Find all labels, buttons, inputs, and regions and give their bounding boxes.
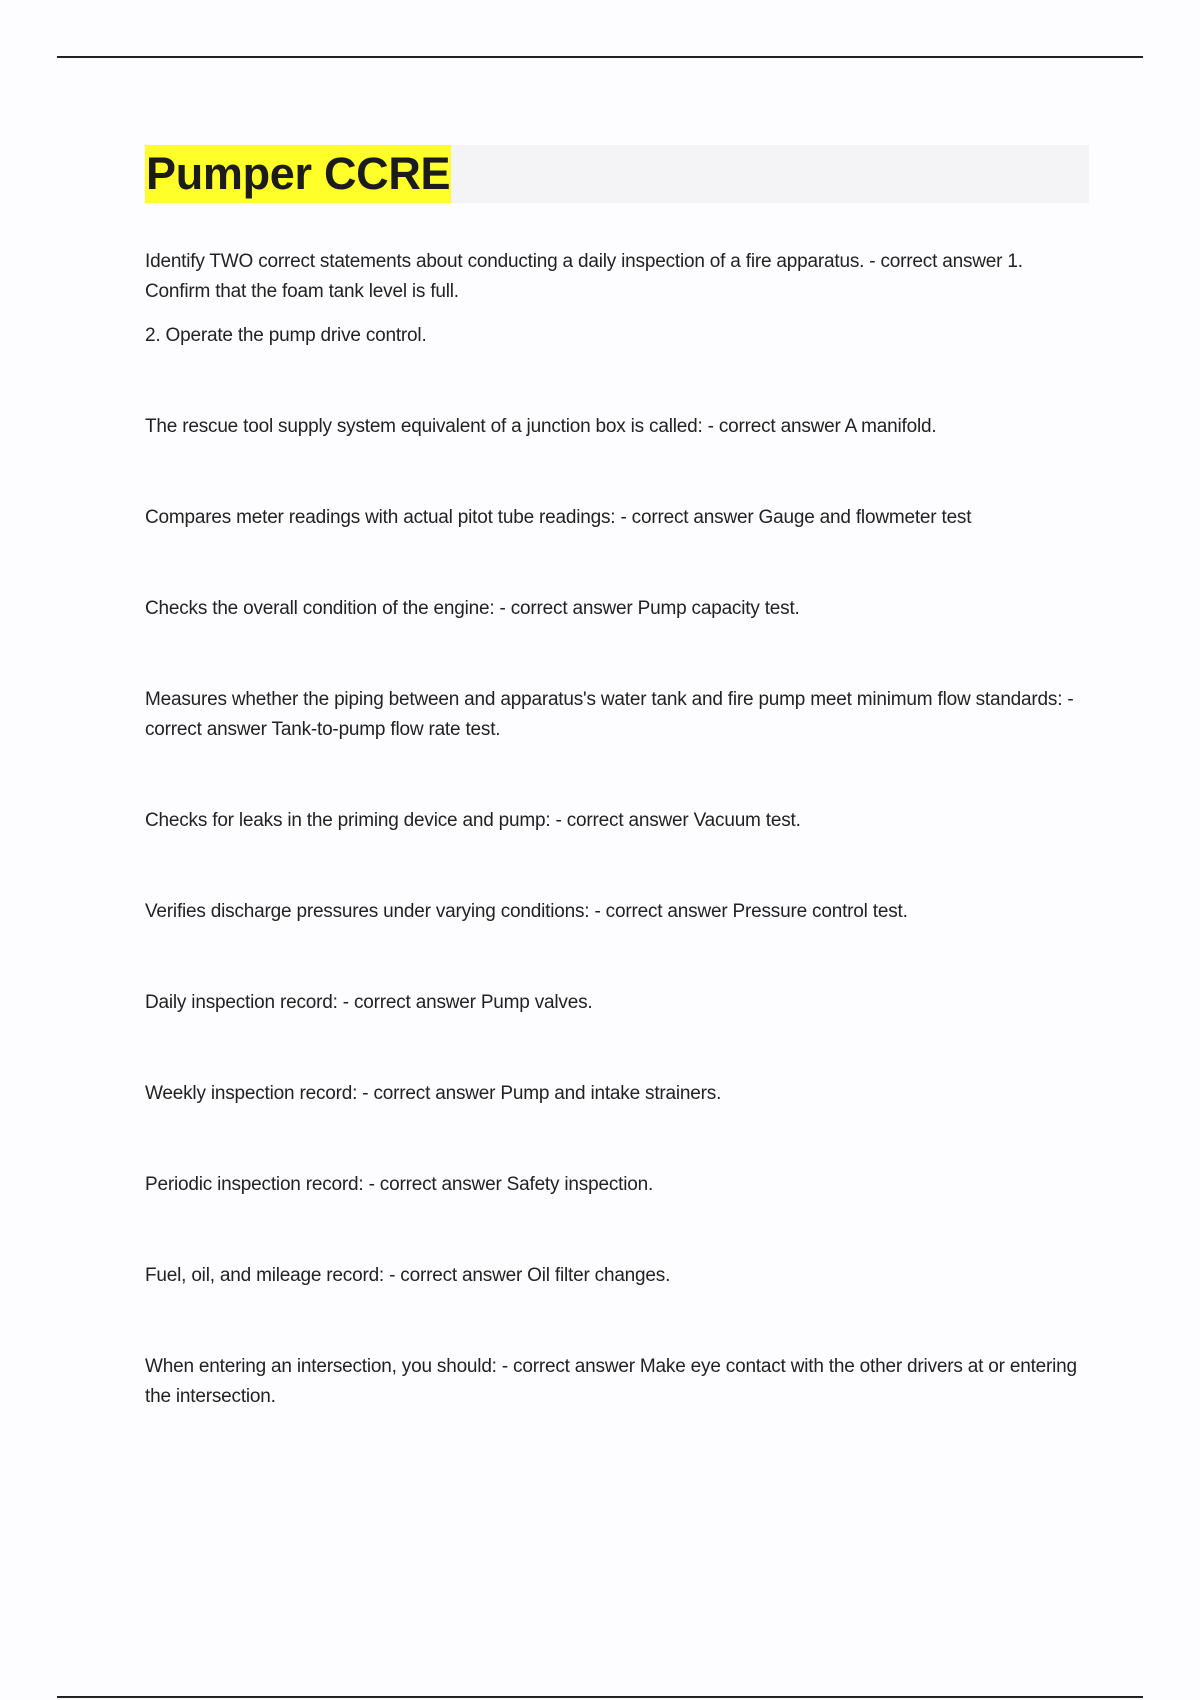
qa-item: When entering an intersection, you should: - correct answer Make eye contact with the other drivers at or entering the intersection. bbox=[145, 1356, 1077, 1407]
qa-item: Measures whether the piping between and apparatus's water tank and fire pump meet minimum flow standards: - correct answer Tank-to-pump flow rate test. bbox=[145, 689, 1074, 740]
qa-item: Weekly inspection record: - correct answer Pump and intake strainers. bbox=[145, 1083, 722, 1104]
header-rule bbox=[57, 56, 1143, 58]
qa-item: Checks for leaks in the priming device and pump: - correct answer Vacuum test. bbox=[145, 810, 801, 831]
qa-item: Compares meter readings with actual pitot tube readings: - correct answer Gauge and flowmeter test bbox=[145, 507, 972, 528]
qa-text: Identify TWO correct statements about conducting a daily inspection of a fire apparatus. - correct answer 1. Confirm that the foam tank level is full. bbox=[145, 251, 1023, 302]
qa-item: Verifies discharge pressures under varying conditions: - correct answer Pressure control test. bbox=[145, 901, 908, 922]
qa-list bbox=[145, 247, 1089, 1412]
qa-item bbox=[145, 247, 1089, 351]
qa-item: Periodic inspection record: - correct answer Safety inspection. bbox=[145, 1174, 654, 1195]
qa-text-continued: 2. Operate the pump drive control. bbox=[145, 325, 427, 346]
qa-item: Daily inspection record: - correct answer Pump valves. bbox=[145, 992, 593, 1013]
title-band bbox=[145, 145, 1089, 203]
document-title: Pumper CCRE bbox=[145, 145, 451, 203]
qa-item: The rescue tool supply system equivalent of a junction box is called: - correct answer A manifold. bbox=[145, 416, 937, 437]
footer-rule bbox=[57, 1696, 1143, 1698]
document-body bbox=[145, 145, 1089, 1412]
qa-item: Fuel, oil, and mileage record: - correct answer Oil filter changes. bbox=[145, 1265, 671, 1286]
qa-item: Checks the overall condition of the engine: - correct answer Pump capacity test. bbox=[145, 598, 800, 619]
